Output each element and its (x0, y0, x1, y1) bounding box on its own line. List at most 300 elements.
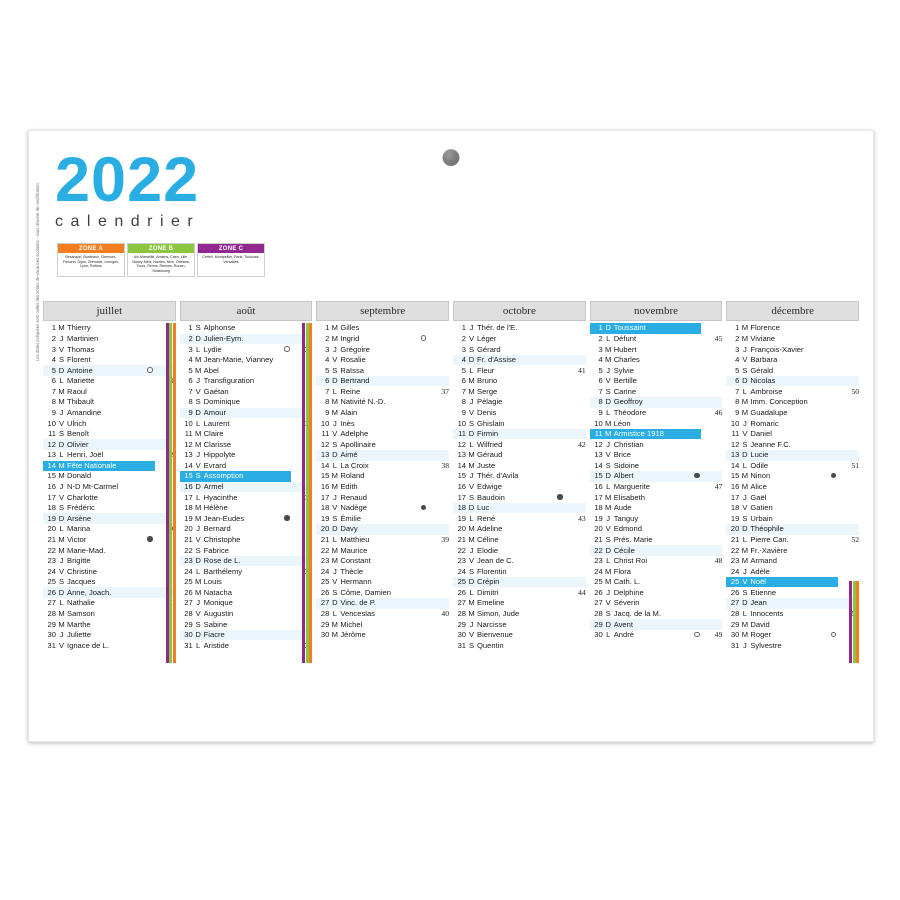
day-number: 20 (594, 524, 603, 534)
day-row[interactable] (590, 344, 723, 355)
day-row[interactable] (453, 535, 586, 546)
day-row[interactable] (453, 397, 586, 408)
day-row[interactable] (180, 450, 313, 461)
day-row[interactable] (316, 418, 449, 429)
zone-stripe (166, 323, 169, 663)
day-row[interactable] (316, 503, 449, 514)
day-row[interactable] (590, 482, 723, 493)
day-of-week: J (196, 376, 201, 386)
day-row[interactable] (180, 566, 313, 577)
day-row[interactable] (453, 545, 586, 556)
day-row[interactable] (590, 492, 723, 503)
day-row[interactable] (43, 587, 176, 598)
day-row[interactable] (43, 418, 176, 429)
day-row[interactable] (590, 461, 723, 472)
day-row[interactable] (590, 408, 723, 419)
saint-name: Thér. de l'E. (477, 323, 518, 333)
day-row[interactable] (590, 503, 723, 514)
day-row[interactable] (453, 609, 586, 620)
day-row[interactable] (726, 566, 859, 577)
day-row[interactable] (180, 640, 313, 651)
moon-full-icon (146, 365, 155, 376)
saint-name: Narcisse (477, 619, 507, 629)
day-number: 18 (184, 503, 193, 513)
day-row[interactable] (453, 566, 586, 577)
moon-slot-empty (146, 450, 155, 461)
week-number: 39 (441, 534, 450, 544)
moon-slot-empty (556, 450, 565, 461)
day-row[interactable] (453, 513, 586, 524)
week-number (565, 598, 586, 609)
day-row[interactable] (43, 566, 176, 577)
day-row[interactable] (453, 630, 586, 641)
day-row[interactable] (453, 524, 586, 535)
day-row[interactable] (316, 408, 449, 419)
moon-new-icon (419, 503, 428, 514)
day-row[interactable] (453, 503, 586, 514)
saint-name: Rosalie (340, 355, 366, 365)
saint-name: Florent (67, 355, 91, 365)
day-row[interactable] (726, 450, 859, 461)
moon-slot-empty (282, 566, 291, 577)
day-row[interactable] (43, 535, 176, 546)
day-row[interactable] (43, 482, 176, 493)
day-row[interactable] (180, 429, 313, 440)
day-row[interactable] (453, 471, 586, 482)
day-row[interactable] (726, 429, 859, 440)
day-of-week: L (742, 534, 747, 544)
day-row[interactable] (726, 386, 859, 397)
day-row[interactable] (590, 439, 723, 450)
day-row[interactable] (43, 323, 176, 334)
moon-slot-empty (692, 397, 701, 408)
moon-slot-empty (146, 513, 155, 524)
moon-slot-empty (692, 376, 701, 387)
day-row[interactable] (726, 619, 859, 630)
week-number: 45 (714, 333, 723, 343)
day-row[interactable] (453, 556, 586, 567)
day-row[interactable] (43, 461, 176, 472)
saint-name: Sidoine (613, 460, 640, 470)
day-row[interactable] (316, 619, 449, 630)
day-row[interactable] (316, 439, 449, 450)
day-of-week: S (58, 429, 65, 439)
day-row[interactable] (180, 376, 313, 387)
saint-name: Claire (203, 429, 224, 439)
day-row[interactable] (43, 397, 176, 408)
day-row[interactable] (316, 577, 449, 588)
saint-name: Juliette (67, 630, 92, 640)
day-row[interactable] (43, 429, 176, 440)
saint-name: Geoffroy (613, 397, 643, 407)
day-row[interactable] (180, 323, 313, 334)
day-row[interactable] (43, 492, 176, 503)
day-number: 18 (47, 503, 56, 513)
day-row[interactable] (43, 334, 176, 345)
day-row[interactable] (453, 344, 586, 355)
moon-slot-empty (692, 524, 701, 535)
day-row[interactable] (180, 609, 313, 620)
day-number: 27 (457, 598, 467, 608)
day-row[interactable] (453, 418, 586, 429)
day-row[interactable] (180, 397, 313, 408)
day-row[interactable] (43, 556, 176, 567)
day-row[interactable] (180, 386, 313, 397)
moon-slot-empty (282, 640, 291, 651)
day-number: 16 (184, 482, 193, 492)
day-row[interactable] (590, 598, 723, 609)
day-row[interactable] (726, 556, 859, 567)
day-row[interactable] (590, 587, 723, 598)
day-row[interactable] (453, 587, 586, 598)
day-row[interactable] (590, 471, 723, 482)
day-number: 13 (457, 450, 467, 460)
day-row[interactable] (316, 566, 449, 577)
moon-slot-empty (556, 535, 565, 546)
day-row[interactable] (43, 503, 176, 514)
day-row[interactable] (316, 471, 449, 482)
day-row[interactable] (316, 630, 449, 641)
day-row[interactable] (43, 365, 176, 376)
day-row[interactable] (316, 513, 449, 524)
day-row[interactable] (43, 619, 176, 630)
week-number: 50 (851, 386, 860, 396)
day-row[interactable] (726, 524, 859, 535)
moon-slot-empty (146, 640, 155, 651)
day-number: 8 (461, 397, 467, 407)
day-row[interactable] (316, 609, 449, 620)
day-row[interactable] (180, 556, 313, 567)
saint-name: Charlotte (67, 492, 98, 502)
day-row[interactable] (453, 386, 586, 397)
day-row[interactable] (726, 513, 859, 524)
day-row[interactable] (180, 471, 313, 482)
day-row[interactable] (453, 323, 586, 334)
day-row[interactable] (180, 408, 313, 419)
day-row[interactable] (453, 376, 586, 387)
day-row[interactable] (316, 492, 449, 503)
day-number: 27 (184, 598, 193, 608)
day-row[interactable] (726, 492, 859, 503)
day-row[interactable] (180, 535, 313, 546)
saint-name: Nicolas (750, 376, 776, 386)
day-row[interactable] (453, 355, 586, 366)
day-number: 24 (184, 566, 193, 576)
day-of-week: L (332, 386, 337, 396)
day-row[interactable] (590, 429, 723, 440)
day-row[interactable] (726, 397, 859, 408)
day-number: 20 (320, 524, 330, 534)
day-row[interactable] (453, 619, 586, 630)
day-row[interactable] (590, 524, 723, 535)
day-number: 10 (594, 418, 603, 428)
week-number: 47 (714, 482, 723, 492)
day-row[interactable] (453, 640, 586, 651)
saint-name: Défunt (613, 333, 637, 343)
day-row[interactable] (726, 587, 859, 598)
moon-slot-empty (692, 556, 701, 567)
week-number: 51 (851, 460, 860, 470)
day-row[interactable] (43, 545, 176, 556)
day-row[interactable] (43, 439, 176, 450)
day-row[interactable] (590, 418, 723, 429)
day-row[interactable] (590, 376, 723, 387)
day-row[interactable] (180, 598, 313, 609)
day-row[interactable] (180, 619, 313, 630)
day-row[interactable] (726, 471, 859, 482)
day-row[interactable] (590, 323, 723, 334)
day-row[interactable] (316, 323, 449, 334)
day-row[interactable] (180, 577, 313, 588)
day-number: 30 (184, 630, 193, 640)
day-row[interactable] (726, 334, 859, 345)
day-row[interactable] (726, 545, 859, 556)
day-row[interactable] (726, 461, 859, 472)
day-row[interactable] (43, 630, 176, 641)
day-row[interactable] (726, 482, 859, 493)
saint-name: Christ Roi (613, 556, 648, 566)
day-row[interactable] (590, 365, 723, 376)
day-number: 26 (457, 587, 467, 597)
day-row[interactable] (726, 408, 859, 419)
day-row[interactable] (726, 365, 859, 376)
day-row[interactable] (43, 344, 176, 355)
moon-slot-empty (146, 386, 155, 397)
day-row[interactable] (180, 344, 313, 355)
day-row[interactable] (316, 461, 449, 472)
day-number: 23 (594, 556, 603, 566)
saint-name: Assomption (204, 471, 283, 482)
day-row[interactable] (316, 397, 449, 408)
calendar-sheet (28, 130, 874, 742)
saint-name: Simon, Jude (477, 609, 520, 618)
day-row[interactable] (453, 492, 586, 503)
day-row[interactable] (453, 439, 586, 450)
day-row[interactable] (590, 334, 723, 345)
week-number (428, 429, 449, 440)
day-row[interactable] (590, 450, 723, 461)
week-number (838, 556, 859, 567)
day-row[interactable] (180, 439, 313, 450)
day-number: 12 (730, 439, 740, 449)
day-row[interactable] (180, 503, 313, 514)
day-row[interactable] (180, 461, 313, 472)
day-row[interactable] (180, 334, 313, 345)
day-of-week: M (331, 545, 338, 555)
moon-slot-empty (419, 450, 428, 461)
saint-name: Flora (613, 566, 631, 576)
day-row[interactable] (726, 640, 859, 651)
day-row[interactable] (43, 471, 176, 482)
day-row[interactable] (43, 598, 176, 609)
day-number: 7 (461, 386, 467, 396)
day-row[interactable] (453, 482, 586, 493)
day-row[interactable] (180, 524, 313, 535)
day-number: 1 (188, 323, 193, 333)
saint-name: Jean (750, 598, 767, 608)
moon-slot-empty (146, 598, 155, 609)
day-row[interactable] (316, 482, 449, 493)
day-row[interactable] (453, 598, 586, 609)
day-row[interactable] (43, 609, 176, 620)
day-row[interactable] (726, 609, 859, 620)
day-row[interactable] (726, 344, 859, 355)
day-number: 27 (594, 598, 603, 608)
day-number: 26 (47, 587, 56, 597)
day-of-week: J (196, 450, 201, 460)
day-of-week: M (741, 630, 749, 640)
day-row[interactable] (726, 577, 859, 588)
day-of-week: S (742, 587, 748, 597)
week-number (701, 397, 722, 408)
day-row[interactable] (726, 439, 859, 450)
day-row[interactable] (316, 334, 449, 345)
day-row[interactable] (590, 630, 723, 641)
day-row[interactable] (180, 365, 313, 376)
day-row[interactable] (180, 587, 313, 598)
saint-name: Rose de L. (203, 556, 241, 566)
day-row[interactable] (316, 344, 449, 355)
day-row[interactable] (726, 630, 859, 641)
day-row[interactable] (316, 365, 449, 376)
day-of-week: J (742, 492, 747, 502)
day-row[interactable] (316, 429, 449, 440)
moon-slot-empty (829, 355, 838, 366)
day-row[interactable] (316, 535, 449, 546)
day-row[interactable] (590, 355, 723, 366)
day-row[interactable] (43, 513, 176, 524)
month-day-table (43, 323, 176, 651)
day-row[interactable] (590, 619, 723, 630)
moon-slot-empty (146, 630, 155, 641)
day-row[interactable] (453, 461, 586, 472)
day-number: 2 (325, 333, 330, 343)
day-number: 3 (51, 344, 56, 354)
day-row[interactable] (180, 513, 313, 524)
day-row[interactable] (590, 397, 723, 408)
day-row[interactable] (590, 545, 723, 556)
day-row[interactable] (453, 429, 586, 440)
day-row[interactable] (316, 545, 449, 556)
day-number: 14 (457, 460, 467, 470)
day-row[interactable] (453, 577, 586, 588)
day-row[interactable] (726, 535, 859, 546)
day-row[interactable] (590, 513, 723, 524)
day-of-week: D (332, 450, 338, 460)
day-row[interactable] (453, 450, 586, 461)
day-number: 21 (184, 534, 193, 544)
saint-name: Evrard (203, 460, 227, 470)
day-row[interactable] (180, 418, 313, 429)
day-row[interactable] (590, 577, 723, 588)
day-number: 13 (320, 450, 330, 460)
day-row[interactable] (43, 355, 176, 366)
moon-slot-empty (556, 566, 565, 577)
saint-name: Constant (340, 556, 371, 566)
day-of-week: L (332, 609, 337, 618)
day-row[interactable] (726, 355, 859, 366)
week-number (701, 418, 722, 429)
day-number: 24 (47, 566, 56, 576)
week-number (428, 365, 449, 376)
moon-slot-empty (556, 397, 565, 408)
day-row[interactable] (43, 640, 176, 651)
day-of-week: D (195, 630, 201, 640)
day-row[interactable] (43, 376, 176, 387)
saint-name: Raoul (67, 386, 87, 396)
day-row[interactable] (180, 492, 313, 503)
day-row[interactable] (43, 386, 176, 397)
day-of-week: D (742, 524, 748, 534)
day-of-week: M (741, 556, 749, 566)
day-row[interactable] (590, 386, 723, 397)
day-row[interactable] (316, 598, 449, 609)
day-row[interactable] (316, 376, 449, 387)
day-row[interactable] (180, 482, 313, 493)
saint-name: Thomas (67, 344, 95, 354)
day-of-week: V (742, 429, 748, 439)
day-row[interactable] (453, 334, 586, 345)
day-row[interactable] (590, 566, 723, 577)
saint-name: Florence (750, 323, 780, 333)
day-row[interactable] (590, 556, 723, 567)
day-row[interactable] (453, 365, 586, 376)
day-row[interactable] (726, 418, 859, 429)
week-number: 44 (578, 587, 586, 597)
day-row[interactable] (316, 524, 449, 535)
day-of-week: L (469, 513, 474, 523)
day-number: 6 (735, 376, 740, 386)
moon-slot-empty (282, 439, 291, 450)
day-row[interactable] (316, 587, 449, 598)
saint-name: Thierry (67, 323, 91, 333)
day-of-week: V (739, 577, 750, 588)
day-row[interactable] (590, 535, 723, 546)
moon-slot-empty (419, 598, 428, 609)
moon-slot-empty (282, 577, 291, 588)
day-row[interactable] (316, 355, 449, 366)
zone-cities: Besançon, Bordeaux, Clermont-Ferrand, Dijon, Grenoble, Limoges, Lyon, Poitiers (62, 255, 120, 269)
day-number: 18 (594, 503, 603, 513)
day-row[interactable] (726, 598, 859, 609)
day-row[interactable] (180, 545, 313, 556)
day-row[interactable] (43, 577, 176, 588)
day-row[interactable] (43, 408, 176, 419)
day-row[interactable] (726, 503, 859, 514)
day-row[interactable] (726, 323, 859, 334)
day-number: 8 (51, 397, 56, 407)
saint-name: Aimé (340, 450, 358, 460)
saint-name: Bernard (203, 524, 231, 534)
moon-slot-empty (829, 503, 838, 514)
zone-stripe (169, 323, 172, 663)
week-number (428, 577, 449, 588)
day-row[interactable] (453, 408, 586, 419)
day-row[interactable] (726, 376, 859, 387)
day-row[interactable] (316, 556, 449, 567)
day-row[interactable] (180, 355, 313, 366)
day-of-week: M (741, 333, 749, 343)
day-number: 30 (320, 630, 330, 640)
day-row[interactable] (590, 609, 723, 620)
saint-name: Victor (67, 534, 87, 544)
day-row[interactable] (43, 524, 176, 535)
saint-name: Jérôme (340, 630, 366, 640)
day-row[interactable] (316, 386, 449, 397)
day-row[interactable] (43, 450, 176, 461)
day-row[interactable] (316, 450, 449, 461)
day-row[interactable] (180, 630, 313, 641)
